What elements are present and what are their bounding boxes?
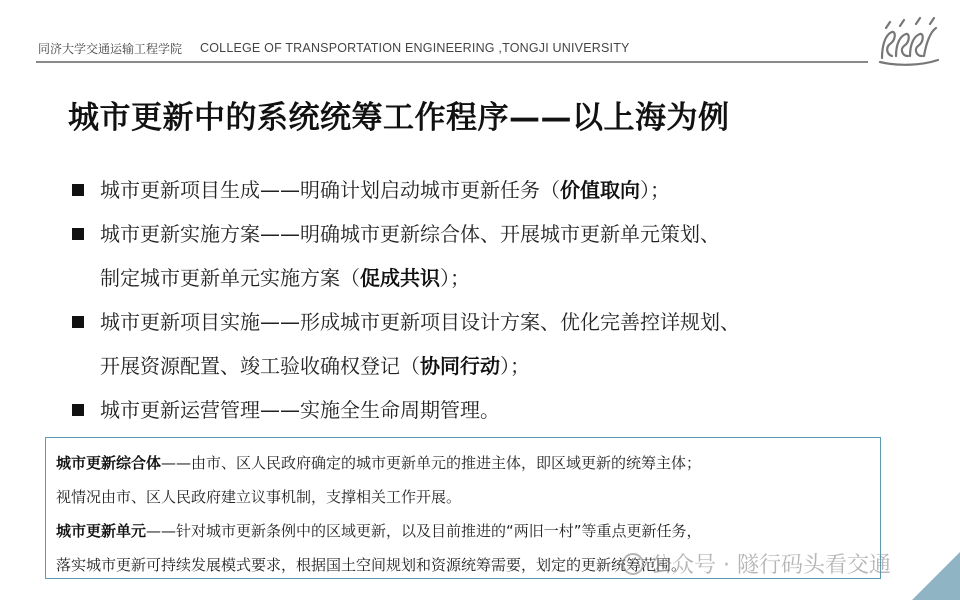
bullet-tail: ）； — [640, 178, 670, 202]
bullet-text: 城市更新运营管理——实施全生命周期管理。 — [100, 398, 500, 422]
square-bullet-icon — [72, 184, 84, 196]
bullet-continuation — [72, 344, 892, 388]
header — [38, 38, 630, 58]
list-item — [72, 300, 892, 344]
bullet-continuation — [72, 256, 892, 300]
watermark-text: 公众号 · 隧行码头看交通 — [650, 553, 891, 578]
bullet-text: 城市更新项目生成——明确计划启动城市更新任务（ — [100, 178, 560, 202]
bullet-text: 开展资源配置、竣工验收确权登记（ — [100, 354, 420, 378]
bullet-list — [72, 168, 892, 432]
definition-line — [56, 514, 870, 548]
watermark — [622, 548, 891, 579]
list-item — [72, 168, 892, 212]
list-item — [72, 212, 892, 256]
corner-decoration — [912, 552, 960, 600]
definition-text: ——针对城市更新条例中的区域更新，以及目前推进的“两旧一村”等重点更新任务， — [146, 522, 702, 540]
definition-line — [56, 446, 870, 480]
list-item — [72, 388, 892, 432]
definition-text: ——由市、区人民政府确定的城市更新单元的推进主体，即区域更新的统筹主体； — [161, 454, 702, 472]
square-bullet-icon — [72, 316, 84, 328]
header-divider — [36, 61, 868, 63]
definition-term: 城市更新综合体 — [56, 454, 162, 472]
bullet-text: 城市更新项目实施——形成城市更新项目设计方案、优化完善控详规划、 — [100, 310, 740, 334]
bullet-emphasis: 协同行动 — [420, 354, 500, 378]
definition-term: 城市更新单元 — [56, 522, 147, 540]
bullet-emphasis: 价值取向 — [560, 178, 640, 202]
definition-line — [56, 480, 870, 514]
square-bullet-icon — [72, 404, 84, 416]
definition-text: 视情况由市、区人民政府建立议事机制，支撑相关工作开展。 — [56, 488, 462, 506]
square-bullet-icon — [72, 228, 84, 240]
bullet-text: 制定城市更新单元实施方案（ — [100, 266, 360, 290]
school-name-cn: 同济大学交通运输工程学院 — [38, 41, 183, 56]
bullet-tail: ）； — [440, 266, 470, 290]
bullet-text: 城市更新实施方案——明确城市更新综合体、开展城市更新单元策划、 — [100, 222, 720, 246]
wechat-icon — [622, 553, 644, 575]
school-name-en: COLLEGE OF TRANSPORTATION ENGINEERING ,TONGJI UNIVERSITY — [200, 41, 630, 55]
bullet-emphasis: 促成共识 — [360, 266, 440, 290]
bullet-tail: ）； — [500, 354, 530, 378]
university-logo-icon — [876, 14, 942, 76]
page-title: 城市更新中的系统统筹工作程序——以上海为例 — [68, 100, 730, 136]
definition-text: 落实城市更新可持续发展模式要求，根据国土空间规划和资源统筹需要，划定的更新统筹范围。 — [56, 556, 687, 574]
